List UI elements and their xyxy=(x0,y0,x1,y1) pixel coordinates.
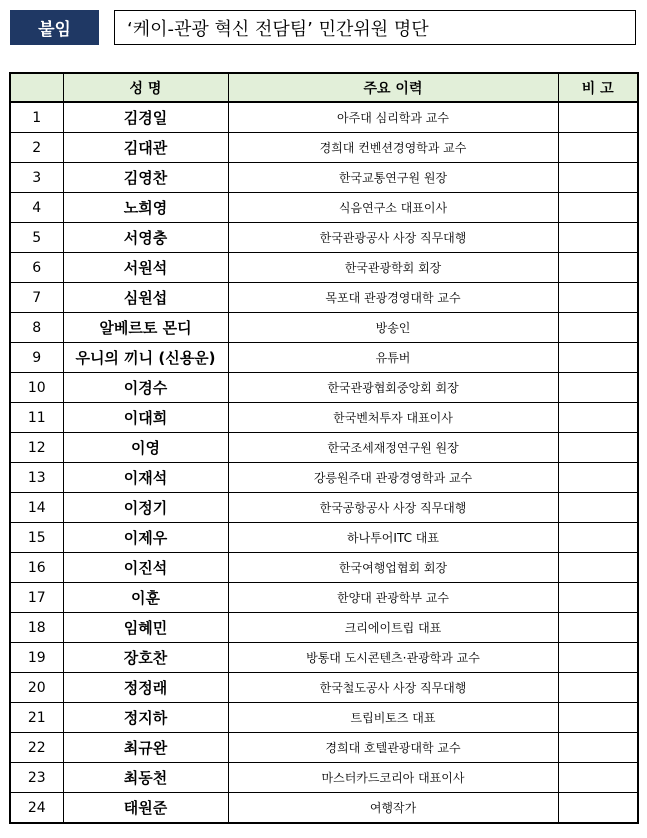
member-career: 한국교통연구원 원장 xyxy=(228,163,558,193)
row-number: 1 xyxy=(10,102,63,133)
member-name: 노희영 xyxy=(63,193,228,223)
member-name: 우니의 끼니 (신용운) xyxy=(63,343,228,373)
row-number: 16 xyxy=(10,553,63,583)
table-row xyxy=(10,343,638,373)
member-career: 경희대 컨벤션경영학과 교수 xyxy=(228,133,558,163)
member-name: 이훈 xyxy=(63,583,228,613)
member-career: 한국관광공사 사장 직무대행 xyxy=(228,223,558,253)
member-career: 마스터카드코리아 대표이사 xyxy=(228,763,558,793)
member-name: 이정기 xyxy=(63,493,228,523)
table-row xyxy=(10,223,638,253)
member-name: 이영 xyxy=(63,433,228,463)
member-career: 목포대 관광경영대학 교수 xyxy=(228,283,558,313)
member-note xyxy=(558,793,638,824)
table-row xyxy=(10,733,638,763)
table-row xyxy=(10,793,638,824)
member-note xyxy=(558,463,638,493)
member-note xyxy=(558,553,638,583)
row-number: 3 xyxy=(10,163,63,193)
row-number: 15 xyxy=(10,523,63,553)
document-title xyxy=(114,10,636,45)
table-row xyxy=(10,373,638,403)
row-number: 10 xyxy=(10,373,63,403)
row-number: 17 xyxy=(10,583,63,613)
member-note xyxy=(558,163,638,193)
member-career: 하나투어ITC 대표 xyxy=(228,523,558,553)
member-note xyxy=(558,373,638,403)
member-note xyxy=(558,193,638,223)
member-name: 최동천 xyxy=(63,763,228,793)
member-career: 방송인 xyxy=(228,313,558,343)
member-name: 이대희 xyxy=(63,403,228,433)
member-career: 트립비토즈 대표 xyxy=(228,703,558,733)
member-career: 한국여행업협회 회장 xyxy=(228,553,558,583)
table-body xyxy=(10,102,638,823)
member-note xyxy=(558,433,638,463)
table-row xyxy=(10,193,638,223)
table-header-row xyxy=(10,73,638,102)
member-note xyxy=(558,523,638,553)
table-row xyxy=(10,523,638,553)
table-row xyxy=(10,673,638,703)
table-row xyxy=(10,102,638,133)
member-career: 한국관광협회중앙회 회장 xyxy=(228,373,558,403)
member-note xyxy=(558,733,638,763)
member-name: 김경일 xyxy=(63,102,228,133)
table-row xyxy=(10,463,638,493)
member-name: 임혜민 xyxy=(63,613,228,643)
header-career: 주요 이력 xyxy=(228,73,558,102)
row-number: 22 xyxy=(10,733,63,763)
row-number: 14 xyxy=(10,493,63,523)
table-row xyxy=(10,433,638,463)
row-number: 11 xyxy=(10,403,63,433)
member-career: 식음연구소 대표이사 xyxy=(228,193,558,223)
member-name: 이경수 xyxy=(63,373,228,403)
table-row xyxy=(10,253,638,283)
member-name: 이제우 xyxy=(63,523,228,553)
member-career: 아주대 심리학과 교수 xyxy=(228,102,558,133)
row-number: 8 xyxy=(10,313,63,343)
table-row xyxy=(10,763,638,793)
member-career: 강릉원주대 관광경영학과 교수 xyxy=(228,463,558,493)
header-name: 성 명 xyxy=(63,73,228,102)
member-career: 방통대 도시콘텐츠·관광학과 교수 xyxy=(228,643,558,673)
member-career: 한국벤처투자 대표이사 xyxy=(228,403,558,433)
row-number: 13 xyxy=(10,463,63,493)
row-number: 2 xyxy=(10,133,63,163)
member-name: 정정래 xyxy=(63,673,228,703)
table-row xyxy=(10,613,638,643)
row-number: 20 xyxy=(10,673,63,703)
table-row xyxy=(10,643,638,673)
member-career: 한국공항공사 사장 직무대행 xyxy=(228,493,558,523)
member-career: 여행작가 xyxy=(228,793,558,824)
table-row xyxy=(10,403,638,433)
member-name: 최규완 xyxy=(63,733,228,763)
member-name: 알베르토 몬디 xyxy=(63,313,228,343)
row-number: 5 xyxy=(10,223,63,253)
member-note xyxy=(558,102,638,133)
member-name: 정지하 xyxy=(63,703,228,733)
member-note xyxy=(558,673,638,703)
member-career: 한국철도공사 사장 직무대행 xyxy=(228,673,558,703)
member-name: 서영충 xyxy=(63,223,228,253)
member-name: 태원준 xyxy=(63,793,228,824)
row-number: 9 xyxy=(10,343,63,373)
row-number: 12 xyxy=(10,433,63,463)
member-career: 유튜버 xyxy=(228,343,558,373)
row-number: 4 xyxy=(10,193,63,223)
row-number: 19 xyxy=(10,643,63,673)
member-note xyxy=(558,223,638,253)
member-career: 한양대 관광학부 교수 xyxy=(228,583,558,613)
row-number: 24 xyxy=(10,793,63,824)
member-note xyxy=(558,403,638,433)
member-name: 김대관 xyxy=(63,133,228,163)
member-name: 이진석 xyxy=(63,553,228,583)
member-note xyxy=(558,313,638,343)
row-number: 6 xyxy=(10,253,63,283)
table-row xyxy=(10,703,638,733)
document-title-text: ‘케이-관광 혁신 전담팀’ 민간위원 명단 xyxy=(127,18,429,40)
table-row xyxy=(10,313,638,343)
row-number: 23 xyxy=(10,763,63,793)
header-number xyxy=(10,73,63,102)
member-note xyxy=(558,643,638,673)
table-row xyxy=(10,553,638,583)
table-row xyxy=(10,493,638,523)
member-note xyxy=(558,583,638,613)
table-row xyxy=(10,163,638,193)
table-header xyxy=(10,73,638,102)
member-note xyxy=(558,763,638,793)
header-note: 비 고 xyxy=(558,73,638,102)
member-career: 경희대 호텔관광대학 교수 xyxy=(228,733,558,763)
member-note xyxy=(558,283,638,313)
member-table xyxy=(9,72,639,824)
member-name: 김영찬 xyxy=(63,163,228,193)
row-number: 21 xyxy=(10,703,63,733)
row-number: 18 xyxy=(10,613,63,643)
table-row xyxy=(10,133,638,163)
member-name: 심원섭 xyxy=(63,283,228,313)
member-note xyxy=(558,253,638,283)
member-note xyxy=(558,703,638,733)
member-career: 크리에이트립 대표 xyxy=(228,613,558,643)
member-name: 서원석 xyxy=(63,253,228,283)
member-note xyxy=(558,343,638,373)
member-name: 장호찬 xyxy=(63,643,228,673)
member-note xyxy=(558,613,638,643)
table-row xyxy=(10,583,638,613)
table-row xyxy=(10,283,638,313)
member-career: 한국조세재정연구원 원장 xyxy=(228,433,558,463)
member-note xyxy=(558,493,638,523)
member-name: 이재석 xyxy=(63,463,228,493)
member-career: 한국관광학회 회장 xyxy=(228,253,558,283)
member-note xyxy=(558,133,638,163)
row-number: 7 xyxy=(10,283,63,313)
attachment-badge: 붙임 xyxy=(10,10,99,45)
